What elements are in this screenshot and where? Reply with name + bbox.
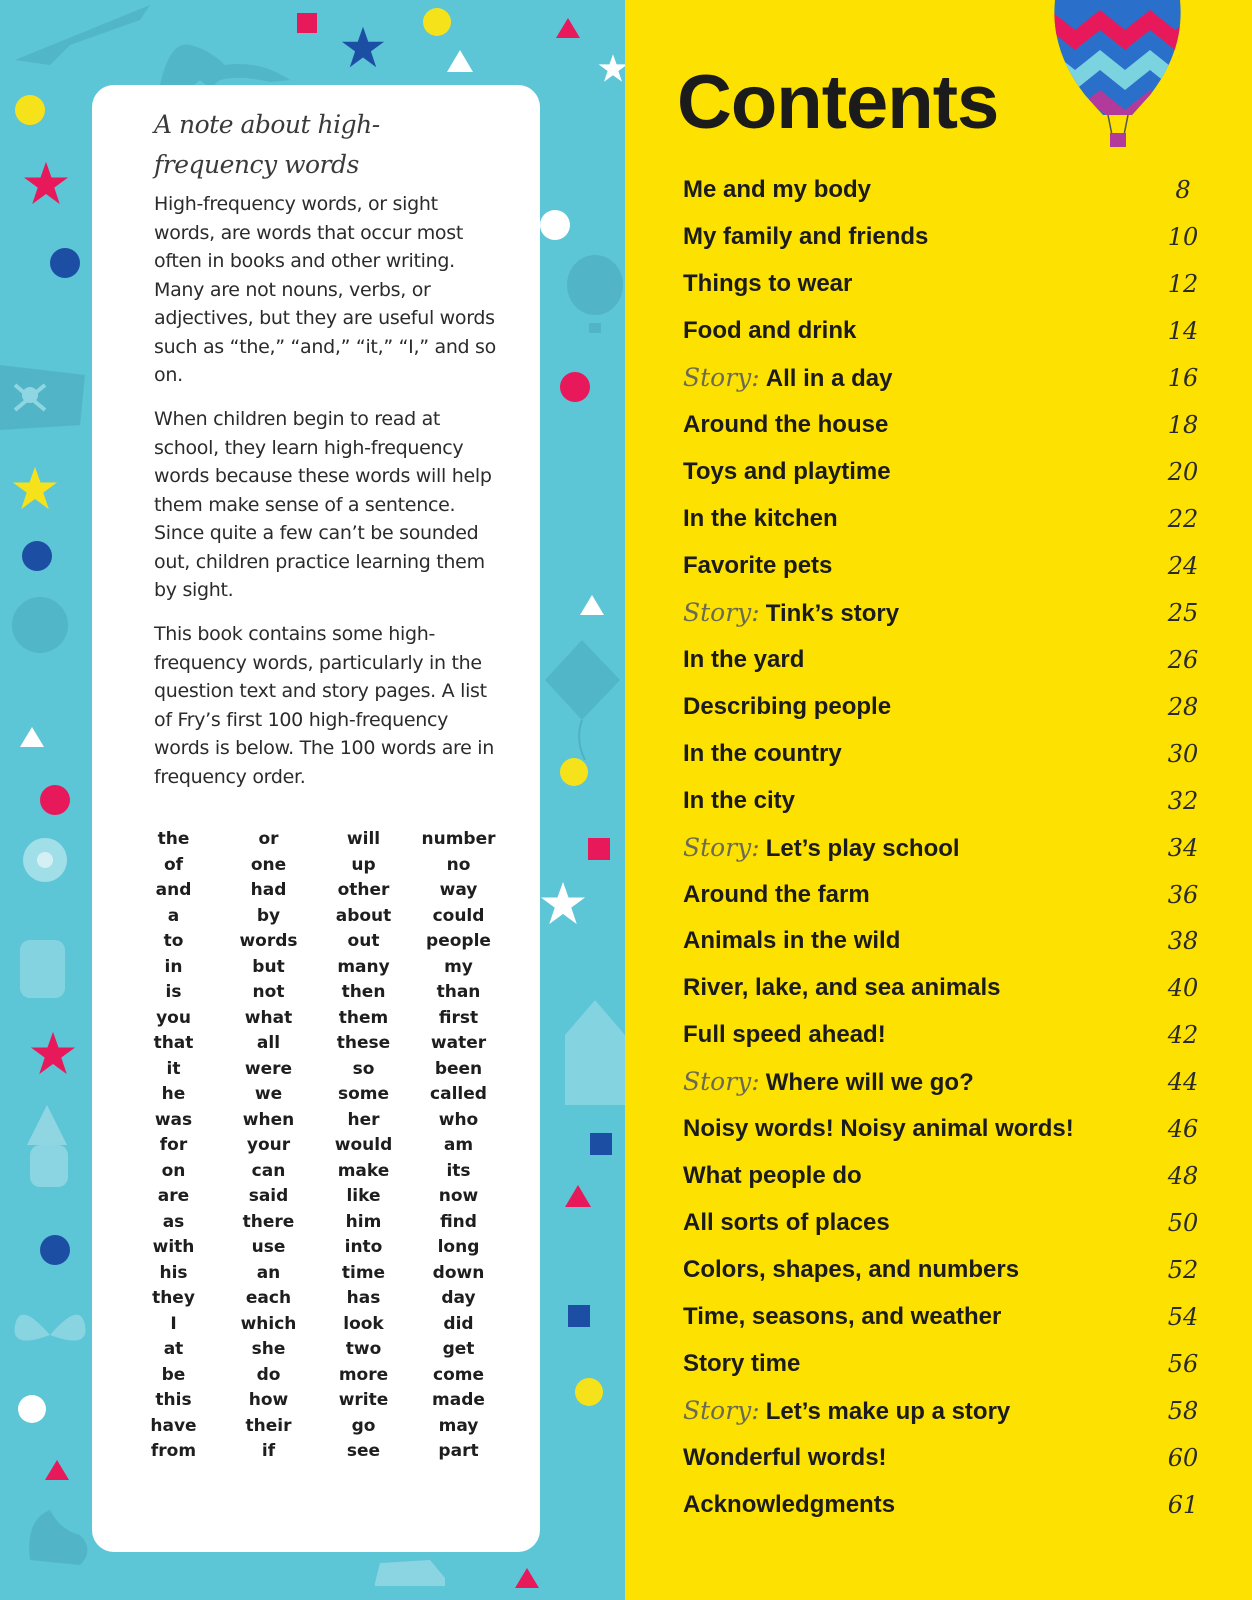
pink-square-icon [588,838,610,860]
blue-square-icon [568,1305,590,1327]
word-list-item: you [156,1007,191,1028]
word-list-item: could [432,905,485,926]
word-list-item: look [343,1313,384,1334]
word-list-item: way [439,880,478,900]
sun-icon [0,580,90,670]
flower-icon [20,835,70,885]
toc-label: River, lake, and sea animals [683,974,1001,1002]
note-card [92,85,540,1552]
toc-entry [683,1444,887,1472]
toc-page-number: 16 [1167,364,1199,393]
toc-entry [683,1256,1019,1284]
word-list-item: called [430,1084,487,1104]
toc-page-number: 28 [1167,692,1199,721]
word-list-item: part [438,1441,479,1461]
word-list-item: the [157,829,190,849]
toc-row[interactable] [683,1294,1213,1341]
word-list-item: they [152,1288,195,1308]
word-list-item: come [433,1364,484,1385]
toc-page-number: 25 [1167,598,1199,627]
word-list-item: if [261,1441,276,1461]
word-column [316,827,411,1465]
toc-row[interactable] [683,589,1213,636]
blue-dot-icon [40,1235,70,1265]
word-list-item: these [336,1033,391,1053]
toc-page-number: 52 [1167,1256,1199,1285]
word-list-item: my [444,956,473,977]
word-list-item: a [167,905,180,926]
toc-entry [683,223,928,251]
toc-entry [683,833,960,863]
word-list-item: so [352,1058,375,1079]
white-dot-icon [540,210,570,240]
yellow-dot-icon [15,95,45,125]
toc-label: Around the farm [683,880,870,908]
word-list-item: him [345,1211,382,1232]
toc-label: Acknowledgments [683,1490,896,1518]
note-paragraph-3: This book contains some high-frequency words, particularly in the question text and story pages. A list of Fry’s first 100 high-frequency words is below. The 100 words are in frequency order. [154,623,494,788]
toc-label: Story time [683,1349,801,1377]
word-list-item: may [438,1415,479,1436]
toc-entry [683,1350,800,1378]
word-list-item: on [161,1160,186,1181]
toc-label: Tink’s story [765,599,900,627]
toc-story-prefix: Story: [683,1395,760,1425]
word-list-item: said [248,1186,289,1206]
white-triangle-icon [580,595,604,615]
toc-label: Things to wear [683,270,853,298]
word-column [221,827,316,1465]
toc-story-prefix: Story: [683,597,760,627]
white-dot-icon [18,1395,46,1423]
table-of-contents [683,167,1213,1528]
word-list-item: but [252,956,285,977]
dinosaur-icon [150,20,300,90]
word-list-item: out [347,931,380,951]
word-list-item: do [256,1364,281,1385]
hot-air-balloon-icon [1050,0,1185,150]
word-list-item: which [240,1313,297,1334]
word-list-item: her [347,1109,380,1130]
toc-label: Animals in the wild [683,927,901,955]
word-list-item: have [150,1415,197,1436]
toc-row[interactable] [683,1059,1213,1106]
contents-title: Contents [677,60,999,145]
toc-entry [683,1396,1010,1426]
word-list-item: time [341,1262,386,1283]
word-list-item: he [161,1084,186,1104]
toc-page-number: 8 [1175,176,1191,205]
toc-label: Let’s play school [765,834,960,862]
blue-dot-icon [22,541,52,571]
word-list-item: find [440,1211,477,1232]
word-list-item: get [442,1339,475,1359]
word-list-item: words [239,931,298,951]
toc-page-number: 20 [1167,458,1199,487]
word-list-item: who [438,1109,479,1130]
toc-label: Toys and playtime [683,458,891,486]
word-list-item: all [256,1033,281,1053]
word-list-item: first [438,1007,479,1028]
word-list-item: about [335,905,392,926]
squirrel-icon [20,1490,100,1570]
word-list-item: be [161,1364,186,1385]
word-list-item: can [251,1160,286,1181]
toc-entry [683,270,852,298]
word-list-item: their [245,1415,292,1436]
word-list-item: had [250,880,287,900]
toc-row[interactable] [683,1481,1213,1528]
toc-row[interactable] [683,308,1213,355]
word-list-item: make [337,1160,390,1181]
word-list-item: of [163,854,184,875]
word-list-item: one [250,854,287,875]
word-list-item: am [443,1135,474,1155]
toc-page-number: 30 [1167,739,1199,768]
toc-page-number: 48 [1167,1162,1199,1191]
yellow-dot-icon [575,1378,603,1406]
toc-page-number: 56 [1167,1349,1199,1378]
toc-entry [683,598,899,628]
toc-row[interactable] [683,355,1213,402]
toc-entry [683,881,870,909]
note-title: A note about high-frequency words [154,110,380,179]
toc-page-number: 42 [1167,1021,1199,1050]
word-list-item: number [421,829,496,849]
toc-page-number: 10 [1167,223,1199,252]
blue-square-icon [590,1133,612,1155]
toc-entry [683,1021,886,1049]
toc-entry [683,927,900,955]
word-list-item: has [346,1288,381,1308]
toc-label: Full speed ahead! [683,1021,886,1049]
toc-label: Colors, shapes, and numbers [683,1256,1020,1284]
word-list-item: made [432,1390,485,1410]
pink-triangle-icon [556,18,580,38]
toc-entry [683,1491,895,1519]
word-list-item: this [155,1390,192,1410]
word-list-item: long [437,1237,480,1257]
word-list-item: day [441,1288,476,1308]
toc-row[interactable] [683,214,1213,261]
word-list-item: from [150,1441,197,1461]
word-list-item: is [165,982,182,1002]
toc-row[interactable] [683,918,1213,965]
word-list-item: into [344,1237,383,1257]
toc-row[interactable] [683,1153,1213,1200]
toc-page-number: 60 [1167,1443,1199,1472]
word-list-item: would [334,1135,393,1155]
toc-page-number: 12 [1167,270,1199,299]
word-list-item: at [163,1339,184,1359]
toc-entry [683,505,838,533]
word-list-item: them [338,1007,389,1028]
toc-row[interactable] [683,1387,1213,1434]
toc-row[interactable] [683,871,1213,918]
pirate-flag-icon [0,360,90,440]
toc-row[interactable] [683,683,1213,730]
word-list-item: were [244,1058,293,1079]
butterfly-icon [10,1300,90,1370]
toc-page-number: 54 [1167,1302,1199,1331]
word-list-item: by [256,905,281,926]
word-list-item: two [345,1339,382,1359]
pink-star-icon [30,1030,76,1076]
white-star-icon [598,48,625,88]
yellow-star-icon [12,465,58,511]
word-list-item: up [351,854,376,875]
word-list-item: there [242,1211,295,1232]
toc-label: Food and drink [683,317,857,345]
toc-entry [683,458,891,486]
word-list-item: that [153,1033,194,1053]
house-icon [560,995,625,1105]
toc-row[interactable] [683,1200,1213,1247]
word-list-item: down [432,1262,485,1283]
car-icon [370,1548,450,1593]
word-list-item: an [256,1262,281,1283]
toc-page-number: 38 [1167,927,1199,956]
word-list-item: more [338,1364,389,1385]
pink-square-icon [297,13,317,33]
pink-triangle-icon [45,1460,69,1480]
word-list-item: see [346,1441,381,1461]
white-triangle-icon [20,727,44,747]
toc-page-number: 14 [1167,317,1199,346]
word-list-item: we [254,1084,283,1104]
toc-label: All sorts of places [683,1209,890,1237]
toc-row[interactable] [683,496,1213,543]
toc-row[interactable] [683,261,1213,308]
toc-entry [683,411,888,439]
toc-row[interactable] [683,167,1213,214]
word-list-item: water [430,1033,487,1053]
toc-entry [683,787,795,815]
toc-entry [683,1067,974,1097]
note-paragraph-1: High-frequency words, or sight words, are words that occur most often in books and other writing. Many are not nouns, verbs, or adjectives, but they are useful words such as “the,” “and,” “it,” “I,” and so on. [154,193,496,386]
toc-entry [683,1162,862,1190]
word-list-item: go [351,1415,376,1436]
toc-label: In the country [683,739,842,767]
word-list-item: then [341,982,386,1002]
blue-star-icon [341,25,385,69]
word-list-item: than [436,982,481,1002]
word-list-item: some [337,1084,390,1104]
toc-story-prefix: Story: [683,363,760,393]
toc-label: Noisy words! Noisy animal words! [683,1115,1074,1143]
toc-row[interactable] [683,449,1213,496]
toc-story-prefix: Story: [683,1067,760,1097]
pink-star-icon [23,160,69,206]
word-list-item: to [163,931,184,951]
note-paragraph-2: When children begin to read at school, they learn high-frequency words because these words will help them make sense of a sentence. Since quite a few can’t be sounded out, children practice learning them by sight. [154,408,492,601]
toc-page-number: 58 [1167,1396,1199,1425]
word-list-item: I [170,1313,177,1334]
word-list-item: write [338,1390,389,1410]
word-list-item: your [246,1135,291,1155]
toc-label: In the yard [683,645,805,673]
toc-entry [683,1209,890,1237]
word-column [411,827,506,1465]
word-list-item: or [258,829,279,849]
toc-entry [683,693,891,721]
word-column [126,827,221,1465]
toc-page-number: 22 [1167,505,1199,534]
left-panel [0,0,625,1600]
word-list-item: its [446,1160,471,1181]
toc-label: Wonderful words! [683,1443,887,1471]
pink-triangle-icon [565,1185,591,1207]
pink-dot-icon [40,785,70,815]
toc-row[interactable] [683,1012,1213,1059]
toc-label: Where will we go? [765,1069,974,1097]
toc-label: Time, seasons, and weather [683,1302,1002,1330]
toc-row[interactable] [683,777,1213,824]
kite-icon [545,640,620,760]
toc-row[interactable] [683,824,1213,871]
toc-entry [683,740,842,768]
blue-dot-icon [50,248,80,278]
word-list-item: will [346,829,381,849]
toc-label: Around the house [683,411,889,439]
toc-label: Describing people [683,692,892,720]
toc-label: Let’s make up a story [765,1397,1011,1425]
word-list-item: she [251,1339,286,1359]
pink-triangle-icon [515,1568,539,1588]
toc-entry [683,974,1001,1002]
toc-label: In the city [683,786,796,814]
toc-row[interactable] [683,1106,1213,1153]
word-list-item: and [155,880,192,900]
word-list-item: did [443,1313,474,1334]
word-list-item: how [248,1390,289,1410]
toc-page-number: 26 [1167,645,1199,674]
word-list-item: people [426,931,491,951]
gnome-icon [22,1105,77,1190]
toc-page-number: 36 [1167,880,1199,909]
high-frequency-word-list [126,827,506,1465]
toc-page-number: 61 [1167,1490,1199,1519]
toc-row[interactable] [683,543,1213,590]
toc-page-number: 32 [1167,786,1199,815]
toc-row[interactable] [683,402,1213,449]
toc-row[interactable] [683,965,1213,1012]
word-list-item: with [152,1237,195,1257]
toc-page-number: 18 [1167,411,1199,440]
toc-page-number: 50 [1167,1209,1199,1238]
word-list-item: for [159,1135,188,1155]
toc-entry [683,1115,1074,1143]
toc-row[interactable] [683,636,1213,683]
word-list-item: his [159,1262,188,1283]
toc-entry [683,552,832,580]
toc-entry [683,363,892,393]
toc-label: Favorite pets [683,551,833,579]
word-list-item: other [337,880,390,900]
word-list-item: when [242,1109,295,1130]
toc-label: My family and friends [683,223,929,251]
word-list-item: as [162,1211,185,1232]
backpack-icon [15,930,70,1000]
toc-page-number: 40 [1167,974,1199,1003]
word-list-item: use [251,1237,286,1257]
word-list-item: now [438,1186,479,1206]
toc-row[interactable] [683,1247,1213,1294]
word-list-item: what [244,1007,293,1028]
toc-entry [683,1303,1001,1331]
word-list-item: no [446,854,471,875]
white-triangle-icon [447,50,473,72]
toc-row[interactable] [683,1340,1213,1387]
toc-page-number: 34 [1167,833,1199,862]
word-list-item: each [245,1288,292,1308]
word-list-item: it [166,1058,181,1079]
toc-label: All in a day [765,365,893,393]
pink-dot-icon [560,372,590,402]
toc-entry [683,646,804,674]
word-list-item: was [154,1109,193,1130]
word-list-item: in [164,956,183,977]
word-list-item: been [434,1058,483,1079]
yellow-dot-icon [423,8,451,36]
right-panel [625,0,1252,1600]
toc-label: Me and my body [683,176,872,204]
toc-row[interactable] [683,1434,1213,1481]
toc-page-number: 44 [1167,1068,1199,1097]
toc-entry [683,176,871,204]
hot-air-balloon-icon [565,255,625,345]
word-list-item: not [252,982,285,1002]
word-list-item: are [157,1186,190,1206]
yellow-dot-icon [560,758,588,786]
toc-entry [683,317,856,345]
toc-page-number: 24 [1167,551,1199,580]
toc-story-prefix: Story: [683,832,760,862]
word-list-item: many [337,956,390,977]
toc-page-number: 46 [1167,1115,1199,1144]
toc-label: What people do [683,1162,862,1190]
word-list-item: like [346,1186,381,1206]
white-star-icon [540,880,586,926]
airplane-icon [10,0,160,70]
toc-row[interactable] [683,730,1213,777]
toc-label: In the kitchen [683,505,838,533]
